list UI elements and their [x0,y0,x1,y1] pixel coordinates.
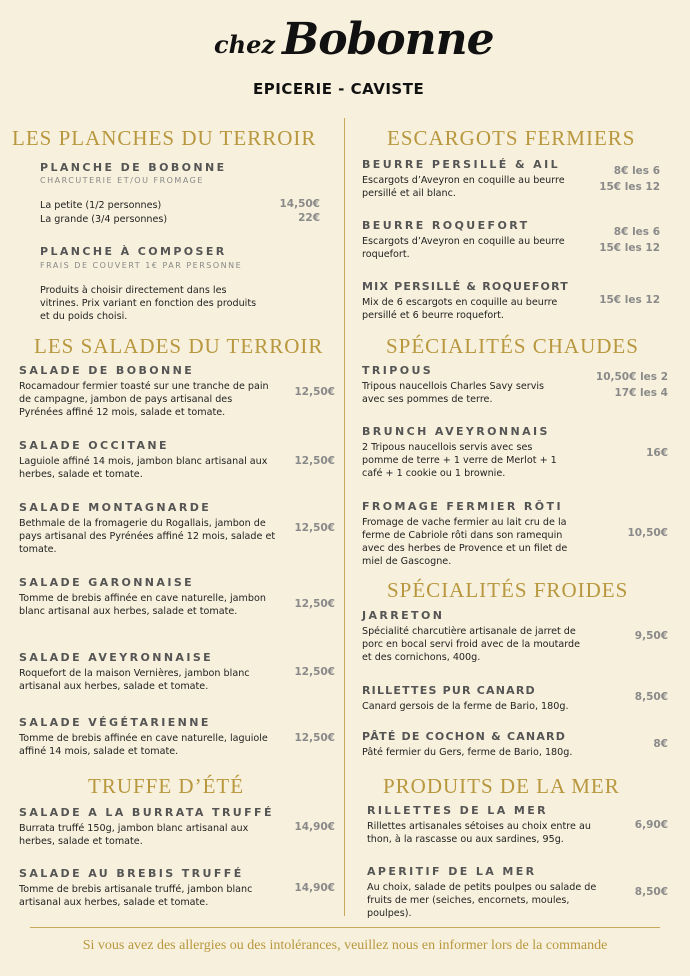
item-name: PLANCHE DE BOBONNE [40,161,227,174]
item-price: 10,50€ les 2 [595,371,668,383]
item-name: JARRETON [362,609,445,622]
item-description: Canard gersois de la ferme de Bario, 180g. [362,701,569,712]
item-description: 2 Tripous naucellois servis avec ses pomme de terre + 1 verre de Merlot + 1 café + 1 cookie ou 1 brownie. [362,442,557,479]
item-name: BEURRE PERSILLÉ & AIL [362,158,560,171]
item-price: 12,50€ [294,732,335,744]
item-price: 6,90€ [634,819,668,831]
footer-divider [30,927,660,928]
planche-size-label: La grande (3/4 personnes) [40,214,168,225]
item-price: 8€ les 6 [613,165,660,177]
item-description: Rocamadour fermier toasté sur une tranche de pain de campagne, jambon de pays artisanal des Pyrénées affiné 12 mois, salade et tomate. [19,381,269,418]
item-price: 16€ [646,447,668,459]
planche-size-price: 22€ [298,212,320,224]
shop-subtitle: EPICERIE - CAVISTE [253,80,425,98]
item-description: Tripous naucellois Charles Savy servis avec ses pommes de terre. [362,381,545,405]
item-price: 12,50€ [294,598,335,610]
item-price: 15€ les 12 [599,294,660,306]
section-title-escargots: ESCARGOTS FERMIERS [387,126,636,150]
item-description: Mix de 6 escargots en coquille au beurre persillé et 6 beurre roquefort. [362,297,558,321]
logo-name: Bobonne [282,14,494,65]
item-description: Produits à choisir directement dans les vitrines. Prix variant en fonction des produits et du poids choisi. [40,285,257,322]
item-description: Tomme de brebis affinée en cave naturelle, jambon blanc artisanal aux herbes, salade et tomate. [19,593,266,617]
item-description: Pâté fermier du Gers, ferme de Bario, 180g. [362,747,573,758]
item-description: Rillettes artisanales sétoises au choix entre au thon, à la rascasse ou aux sardines, 95g. [367,821,591,845]
item-name: BRUNCH AVEYRONNAIS [362,425,550,438]
item-price: 14,90€ [294,882,335,894]
item-name: SALADE VÉGÉTARIENNE [19,716,211,729]
item-description: Spécialité charcutière artisanale de jarret de porc en bocal servi froid avec de la moutarde et des cornichons, 400g. [362,626,581,663]
item-name: FROMAGE FERMIER RÔTI [362,500,563,513]
item-price: 8€ les 6 [613,226,660,238]
section-title-planches: LES PLANCHES DU TERROIR [12,126,317,150]
item-description: Fromage de vache fermier au lait cru de la ferme de Cabriole rôti dans son ramequin avec des herbes de Provence et un filet de miel de Gascogne. [362,517,568,567]
item-description: Au choix, salade de petits poulpes ou salade de fruits de mer (seiches, encornets, moules, poulpes). [367,882,597,919]
item-name: SALADE DE BOBONNE [19,364,195,377]
item-price: 17€ les 4 [614,387,668,399]
item-description: Laguiole affiné 14 mois, jambon blanc artisanal aux herbes, salade et tomate. [19,456,268,480]
item-price: 15€ les 12 [599,181,660,193]
item-name: SALADE AU BREBIS TRUFFÉ [19,867,244,880]
item-price: 12,50€ [294,522,335,534]
item-price: 15€ les 12 [599,242,660,254]
item-price: 12,50€ [294,455,335,467]
column-divider [344,118,345,916]
item-name: RILLETTES DE LA MER [367,804,548,817]
item-name: SALADE MONTAGNARDE [19,501,212,514]
item-price: 12,50€ [294,666,335,678]
item-name: SALADE A LA BURRATA TRUFFÉ [19,806,274,819]
item-description: Escargots d’Aveyron en coquille au beurre roquefort. [362,236,565,260]
planche-size-label: La petite (1/2 personnes) [40,200,162,211]
logo-chez: chez [214,30,275,59]
item-name: RILLETTES PUR CANARD [362,684,536,697]
item-description: Tomme de brebis affinée en cave naturelle, laguiole affiné 14 mois, salade et tomate. [19,733,268,757]
planche-size-price: 14,50€ [279,198,320,210]
item-description: Roquefort de la maison Vernières, jambon blanc artisanal aux herbes, salade et tomate. [19,668,250,692]
item-name: PLANCHE À COMPOSER [40,245,227,258]
item-name: SALADE AVEYRONNAISE [19,651,214,664]
item-name: SALADE OCCITANE [19,439,169,452]
section-title-salades: LES SALADES DU TERROIR [34,334,324,358]
item-name: MIX PERSILLÉ & ROQUEFORT [362,280,569,293]
item-subtitle: FRAIS DE COUVERT 1€ PAR PERSONNE [40,261,243,270]
allergy-notice: Si vous avez des allergies ou des intolérances, veuillez nous en informer lors de la commande [82,938,608,953]
item-name: APERITIF DE LA MER [367,865,537,878]
item-price: 9,50€ [634,630,668,642]
section-title-froides: SPÉCIALITÉS FROIDES [387,578,629,602]
item-price: 12,50€ [294,386,335,398]
item-name: TRIPOUS [362,364,434,377]
item-name: PÂTÉ DE COCHON & CANARD [362,730,567,743]
item-price: 8,50€ [634,886,668,898]
item-price: 8€ [653,738,668,750]
section-title-truffe: TRUFFE D’ÉTÉ [88,774,245,798]
item-description: Burrata truffé 150g, jambon blanc artisanal aux herbes, salade et tomate. [19,823,249,847]
item-description: Tomme de brebis artisanale truffé, jambon blanc artisanal aux herbes, salade et tomate. [19,884,253,908]
item-description: Escargots d’Aveyron en coquille au beurre persillé et ail blanc. [362,175,565,199]
item-price: 14,90€ [294,821,335,833]
item-price: 8,50€ [634,691,668,703]
item-description: Bethmale de la fromagerie du Rogallais, jambon de pays artisanal des Pyrénées affiné 12 mois, salade et tomate. [19,518,276,555]
item-name: BEURRE ROQUEFORT [362,219,530,232]
section-title-mer: PRODUITS DE LA MER [383,774,620,798]
section-title-chaudes: SPÉCIALITÉS CHAUDES [386,334,639,358]
item-price: 10,50€ [627,527,668,539]
item-subtitle: CHARCUTERIE ET/OU FROMAGE [40,176,204,185]
item-name: SALADE GARONNAISE [19,576,195,589]
